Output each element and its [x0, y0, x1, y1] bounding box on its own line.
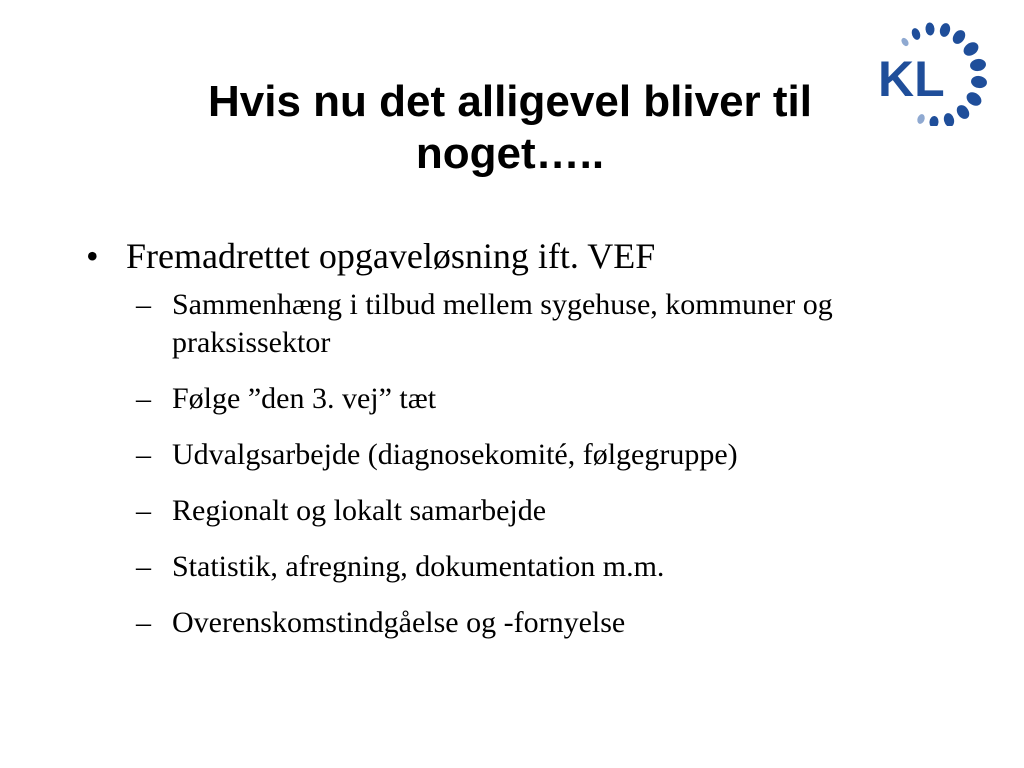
bullet-item	[86, 232, 986, 280]
sub-item	[86, 548, 986, 586]
sub-item	[86, 380, 986, 418]
slide-content	[86, 232, 986, 660]
slide-title-line-1: Hvis nu det alligevel bliver til	[208, 77, 812, 126]
dash-marker: –	[136, 550, 151, 583]
dash-marker: –	[136, 288, 151, 321]
sub-item-text: Sammenhæng i tilbud mellem sygehuse, kommuner og praksissektor	[172, 288, 833, 359]
sub-item-text: Følge ”den 3. vej” tæt	[172, 382, 437, 415]
sub-item	[86, 436, 986, 474]
logo-text: KL	[878, 51, 945, 107]
sub-item	[86, 604, 986, 642]
bullet-marker: •	[86, 236, 99, 276]
sub-item-text: Statistik, afregning, dokumentation m.m.	[172, 550, 665, 583]
dash-marker: –	[136, 438, 151, 471]
sub-item-text: Regionalt og lokalt samarbejde	[172, 494, 547, 527]
dash-marker: –	[136, 494, 151, 527]
slide-title-line-2: noget…..	[415, 129, 605, 178]
sub-item	[86, 492, 986, 530]
dash-marker: –	[136, 606, 151, 639]
slide-title	[100, 76, 920, 180]
sub-item-text: Udvalgsarbejde (diagnosekomité, følgegruppe)	[172, 438, 738, 471]
bullet-text: Fremadrettet opgaveløsning ift. VEF	[126, 236, 656, 276]
dash-marker: –	[136, 382, 151, 415]
kl-logo	[876, 22, 992, 126]
sub-item-text: Overenskomstindgåelse og -fornyelse	[172, 606, 626, 639]
sub-item	[86, 286, 986, 362]
